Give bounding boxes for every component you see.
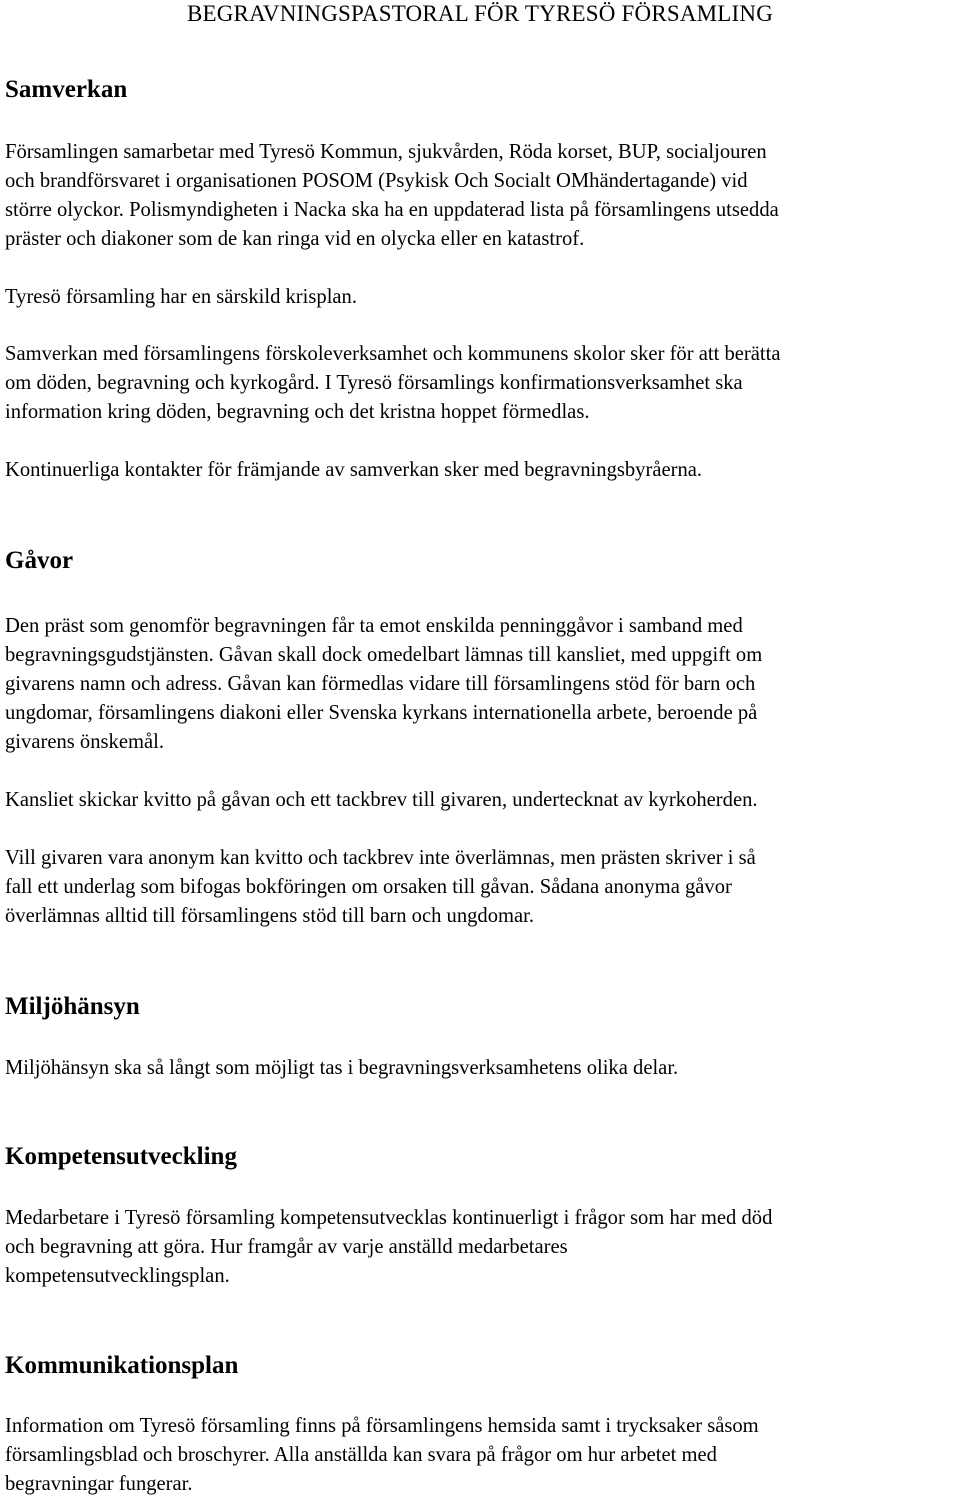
paragraph-miljohansyn-1 [5,1054,945,1083]
text-line: givarens önskemål. [5,731,164,753]
text-line: fall ett underlag som bifogas bokföringen om orsaken till gåvan. Sådana anonyma gåvor [5,876,732,898]
text-line: Församlingen samarbetar med Tyresö Kommun, sjukvården, Röda korset, BUP, socialjouren [5,141,767,163]
paragraph-gavor-3 [5,844,945,931]
text-line: Kansliet skickar kvitto på gåvan och ett tackbrev till givaren, undertecknat av kyrkoherden. [5,789,758,811]
text-line: Samverkan med församlingens förskoleverksamhet och kommunens skolor sker för att berätta [5,343,781,365]
section-title-kommunikationsplan: Kommunikationsplan [5,1352,239,1379]
section-title-miljohansyn: Miljöhänsyn [5,993,140,1020]
text-line: församlingsblad och broschyrer. Alla anställda kan svara på frågor om hur arbetet med [5,1444,717,1466]
section-title-gavor: Gåvor [5,547,74,574]
text-line: information kring döden, begravning och det kristna hoppet förmedlas. [5,401,590,423]
section-title-kompetensutveckling: Kompetensutveckling [5,1143,237,1170]
text-line: och brandförsvaret i organisationen POSOM (Psykisk Och Socialt OMhändertagande) vid [5,170,748,192]
text-line: begravningar fungerar. [5,1473,193,1495]
section-title-samverkan: Samverkan [5,76,128,103]
paragraph-samverkan-4 [5,456,945,485]
text-line: ungdomar, församlingens diakoni eller Svenska kyrkans internationella arbete, beroende på [5,702,758,724]
paragraph-kommunikationsplan-1 [5,1412,945,1499]
text-line: begravningsgudstjänsten. Gåvan skall dock omedelbart lämnas till kansliet, med uppgift om [5,644,763,666]
paragraph-samverkan-2 [5,283,945,312]
paragraph-samverkan-3 [5,340,945,427]
text-line: och begravning att göra. Hur framgår av varje anställd medarbetares [5,1236,568,1258]
text-line: Information om Tyresö församling finns på församlingens hemsida samt i trycksaker såsom [5,1415,759,1437]
text-line: Kontinuerliga kontakter för främjande av samverkan sker med begravningsbyråerna. [5,459,703,481]
page-header: BEGRAVNINGSPASTORAL FÖR TYRESÖ FÖRSAMLING [186,1,774,26]
text-line: Vill givaren vara anonym kan kvitto och tackbrev inte överlämnas, men prästen skriver i så [5,847,756,869]
text-line: om döden, begravning och kyrkogård. I Tyresö församlings konfirmationsverksamhet ska [5,372,743,394]
text-line: präster och diakoner som de kan ringa vid en olycka eller en katastrof. [5,228,585,250]
paragraph-kompetensutveckling-1 [5,1204,945,1291]
text-line: Den präst som genomför begravningen får ta emot enskilda penninggåvor i samband med [5,615,743,637]
paragraph-samverkan-1 [5,138,945,254]
text-line: Tyresö församling har en särskild krisplan. [5,286,358,308]
paragraph-gavor-2 [5,786,945,815]
text-line: större olyckor. Polismyndigheten i Nacka ska ha en uppdaterad lista på församlingens utsedda [5,199,779,221]
paragraph-gavor-1 [5,612,945,757]
text-line: överlämnas alltid till församlingens stöd till barn och ungdomar. [5,905,535,927]
text-line: givarens namn och adress. Gåvan kan förmedlas vidare till församlingens stöd för barn och [5,673,756,695]
text-line: Medarbetare i Tyresö församling kompetensutvecklas kontinuerligt i frågor som har med död [5,1207,773,1229]
text-line: Miljöhänsyn ska så långt som möjligt tas i begravningsverksamhetens olika delar. [5,1057,679,1079]
text-line: kompetensutvecklingsplan. [5,1265,230,1287]
